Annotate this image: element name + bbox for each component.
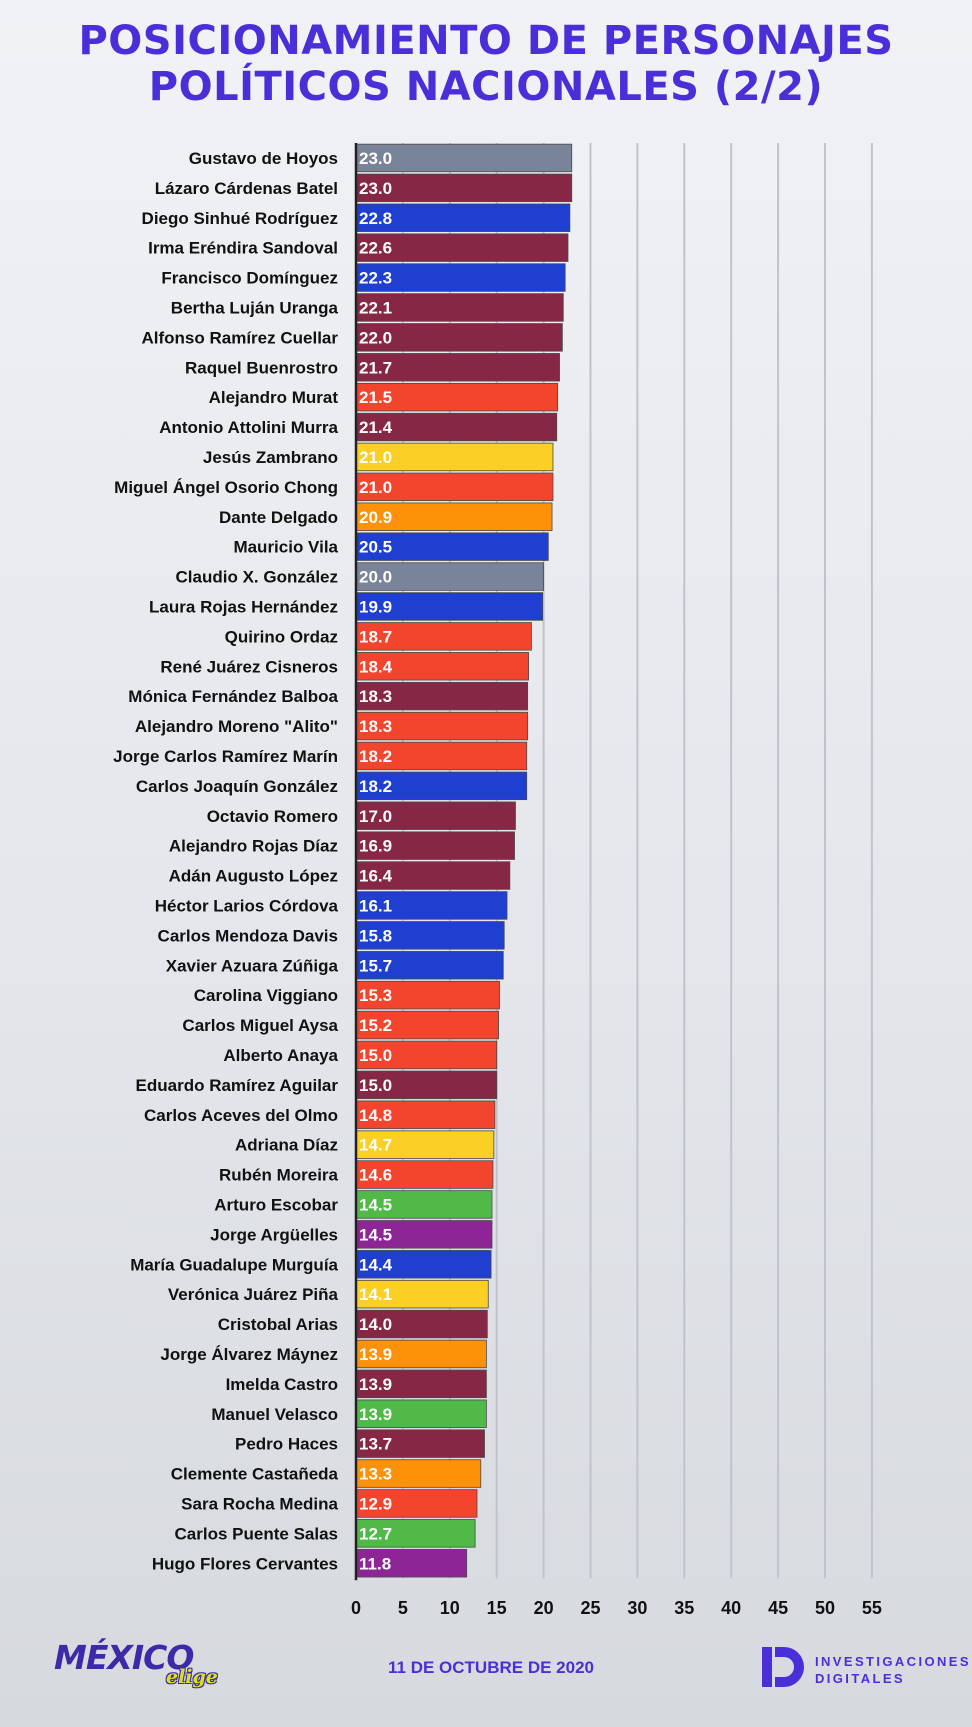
category-label-40: Jorge Álvarez Máynez (160, 1344, 338, 1364)
category-label-34: Rubén Moreira (218, 1165, 338, 1185)
category-label-27: Xavier Azuara Zúñiga (165, 956, 338, 976)
bar-value-label-29: 15.2 (359, 1016, 393, 1036)
category-label-36: Jorge Argüelles (210, 1225, 338, 1245)
bar-value-label-2: 22.8 (359, 208, 393, 228)
category-label-33: Adriana Díaz (235, 1135, 338, 1155)
bar-value-label-5: 22.1 (359, 298, 393, 318)
logo-right-line-2: DIGITALES (815, 1671, 905, 1686)
mexico-elige-logo (54, 1638, 224, 1696)
category-label-41: Imelda Castro (225, 1374, 338, 1394)
logo-left-sub: elige (166, 1666, 218, 1688)
bar-value-label-10: 21.0 (359, 447, 393, 467)
category-label-1: Lázaro Cárdenas Batel (154, 178, 338, 198)
bar-value-label-37: 14.4 (359, 1255, 393, 1275)
bar-value-label-44: 13.3 (359, 1464, 393, 1484)
bar-value-label-17: 18.4 (359, 657, 393, 677)
bar-value-label-45: 12.9 (359, 1494, 393, 1514)
category-label-5: Bertha Luján Uranga (170, 298, 338, 318)
bar-value-label-9: 21.4 (359, 418, 393, 438)
x-tick-label-30: 30 (627, 1598, 648, 1618)
chart-title-line-2: POLÍTICOS NACIONALES (2/2) (148, 64, 824, 110)
logo-left-main: MÉXICO (54, 1638, 194, 1677)
category-label-46: Carlos Puente Salas (174, 1524, 338, 1544)
category-label-10: Jesús Zambrano (202, 447, 338, 467)
bar-value-label-11: 21.0 (359, 477, 393, 497)
bar-value-label-1: 23.0 (359, 178, 393, 198)
category-label-22: Octavio Romero (206, 806, 338, 826)
category-label-13: Mauricio Vila (233, 537, 338, 557)
bar-value-label-4: 22.3 (359, 268, 393, 288)
category-label-45: Sara Rocha Medina (181, 1494, 338, 1514)
category-label-12: Dante Delgado (218, 507, 338, 527)
category-label-6: Alfonso Ramírez Cuellar (141, 328, 338, 348)
bar-value-label-13: 20.5 (359, 537, 393, 557)
x-tick-label-20: 20 (533, 1598, 554, 1618)
bar-value-label-25: 16.1 (359, 896, 393, 916)
category-label-43: Pedro Haces (235, 1434, 338, 1454)
logo-right-line-1: INVESTIGACIONES (815, 1654, 971, 1669)
category-label-20: Jorge Carlos Ramírez Marín (113, 746, 338, 766)
category-label-17: René Juárez Cisneros (160, 657, 338, 677)
category-label-0: Gustavo de Hoyos (188, 148, 338, 168)
bar-value-label-3: 22.6 (359, 238, 393, 258)
chart-title-line-1: POSICIONAMIENTO DE PERSONAJES (78, 18, 894, 64)
category-label-37: María Guadalupe Murguía (130, 1255, 338, 1275)
bar-value-label-47: 11.8 (359, 1554, 392, 1574)
x-tick-label-50: 50 (814, 1598, 836, 1618)
bar-value-label-6: 22.0 (359, 328, 393, 348)
category-label-31: Eduardo Ramírez Aguilar (135, 1075, 338, 1095)
category-label-23: Alejandro Rojas Díaz (168, 836, 338, 856)
bar-value-label-23: 16.9 (359, 836, 393, 856)
bar-value-label-14: 20.0 (359, 567, 393, 587)
category-label-7: Raquel Buenrostro (184, 358, 338, 378)
bar-value-label-24: 16.4 (359, 866, 393, 886)
bar-value-label-18: 18.3 (359, 687, 393, 707)
category-label-16: Quirino Ordaz (224, 627, 338, 647)
bar-value-label-35: 14.5 (359, 1195, 393, 1215)
category-label-25: Héctor Larios Córdova (154, 896, 338, 916)
bar-value-label-38: 14.1 (359, 1285, 393, 1305)
bar-value-label-43: 13.7 (359, 1434, 393, 1454)
bar-value-label-41: 13.9 (359, 1374, 393, 1394)
x-tick-label-45: 45 (768, 1598, 789, 1618)
category-label-21: Carlos Joaquín González (135, 776, 338, 796)
category-label-44: Clemente Castañeda (170, 1464, 338, 1484)
id-logo-mark-icon (760, 1645, 804, 1689)
bar-value-label-22: 17.0 (359, 806, 393, 826)
bar-value-label-20: 18.2 (359, 746, 393, 766)
category-label-26: Carlos Mendoza Davis (157, 926, 338, 946)
category-label-32: Carlos Aceves del Olmo (143, 1105, 338, 1125)
category-label-15: Laura Rojas Hernández (149, 597, 338, 617)
category-label-24: Adán Augusto López (168, 866, 338, 886)
category-label-18: Mónica Fernández Balboa (128, 687, 338, 707)
category-label-42: Manuel Velasco (211, 1404, 338, 1424)
x-tick-label-25: 25 (580, 1598, 601, 1618)
bar-value-label-15: 19.9 (359, 597, 393, 617)
category-label-14: Claudio X. González (175, 567, 338, 587)
bar-value-label-21: 18.2 (359, 776, 393, 796)
x-tick-label-40: 40 (721, 1598, 742, 1618)
x-tick-label-10: 10 (439, 1598, 460, 1618)
category-label-38: Verónica Juárez Piña (167, 1285, 338, 1305)
bar-value-label-33: 14.7 (359, 1135, 393, 1155)
bar-value-label-42: 13.9 (359, 1404, 393, 1424)
bar-value-label-8: 21.5 (359, 388, 393, 408)
bar-value-label-39: 14.0 (359, 1315, 393, 1335)
category-label-8: Alejandro Murat (208, 388, 338, 408)
category-label-39: Cristobal Arias (217, 1315, 338, 1335)
category-label-29: Carlos Miguel Aysa (182, 1016, 338, 1036)
bar-value-label-0: 23.0 (359, 148, 393, 168)
x-tick-label-55: 55 (861, 1598, 882, 1618)
category-label-30: Alberto Anaya (223, 1045, 338, 1065)
bar-value-label-34: 14.6 (359, 1165, 393, 1185)
x-tick-label-0: 0 (350, 1598, 362, 1618)
bar-value-label-16: 18.7 (359, 627, 393, 647)
bar-value-label-40: 13.9 (359, 1344, 393, 1364)
bar-value-label-26: 15.8 (359, 926, 393, 946)
footer-date: 11 DE OCTUBRE DE 2020 (388, 1658, 594, 1677)
bar-value-label-12: 20.9 (359, 507, 393, 527)
investigaciones-digitales-logo (760, 1645, 971, 1695)
category-label-35: Arturo Escobar (214, 1195, 338, 1215)
category-label-11: Miguel Ángel Osorio Chong (114, 477, 338, 497)
category-label-3: Irma Eréndira Sandoval (148, 238, 338, 258)
category-label-2: Diego Sinhué Rodríguez (141, 208, 338, 228)
category-label-9: Antonio Attolini Murra (159, 418, 338, 438)
bar-value-label-7: 21.7 (359, 358, 393, 378)
bar-value-label-32: 14.8 (359, 1105, 393, 1125)
x-tick-label-5: 5 (397, 1598, 408, 1618)
bar-value-label-31: 15.0 (359, 1075, 393, 1095)
bar-value-label-19: 18.3 (359, 717, 393, 737)
bar-value-label-30: 15.0 (359, 1045, 393, 1065)
x-tick-label-35: 35 (674, 1598, 695, 1618)
category-label-4: Francisco Domínguez (161, 268, 338, 288)
bar-value-label-28: 15.3 (359, 986, 393, 1006)
category-label-47: Hugo Flores Cervantes (151, 1554, 338, 1574)
category-label-28: Carolina Viggiano (193, 986, 338, 1006)
category-label-19: Alejandro Moreno "Alito" (134, 717, 338, 737)
x-tick-label-15: 15 (486, 1598, 507, 1618)
bar-value-label-27: 15.7 (359, 956, 393, 976)
bar-value-label-36: 14.5 (359, 1225, 393, 1245)
bar-value-label-46: 12.7 (359, 1524, 393, 1544)
